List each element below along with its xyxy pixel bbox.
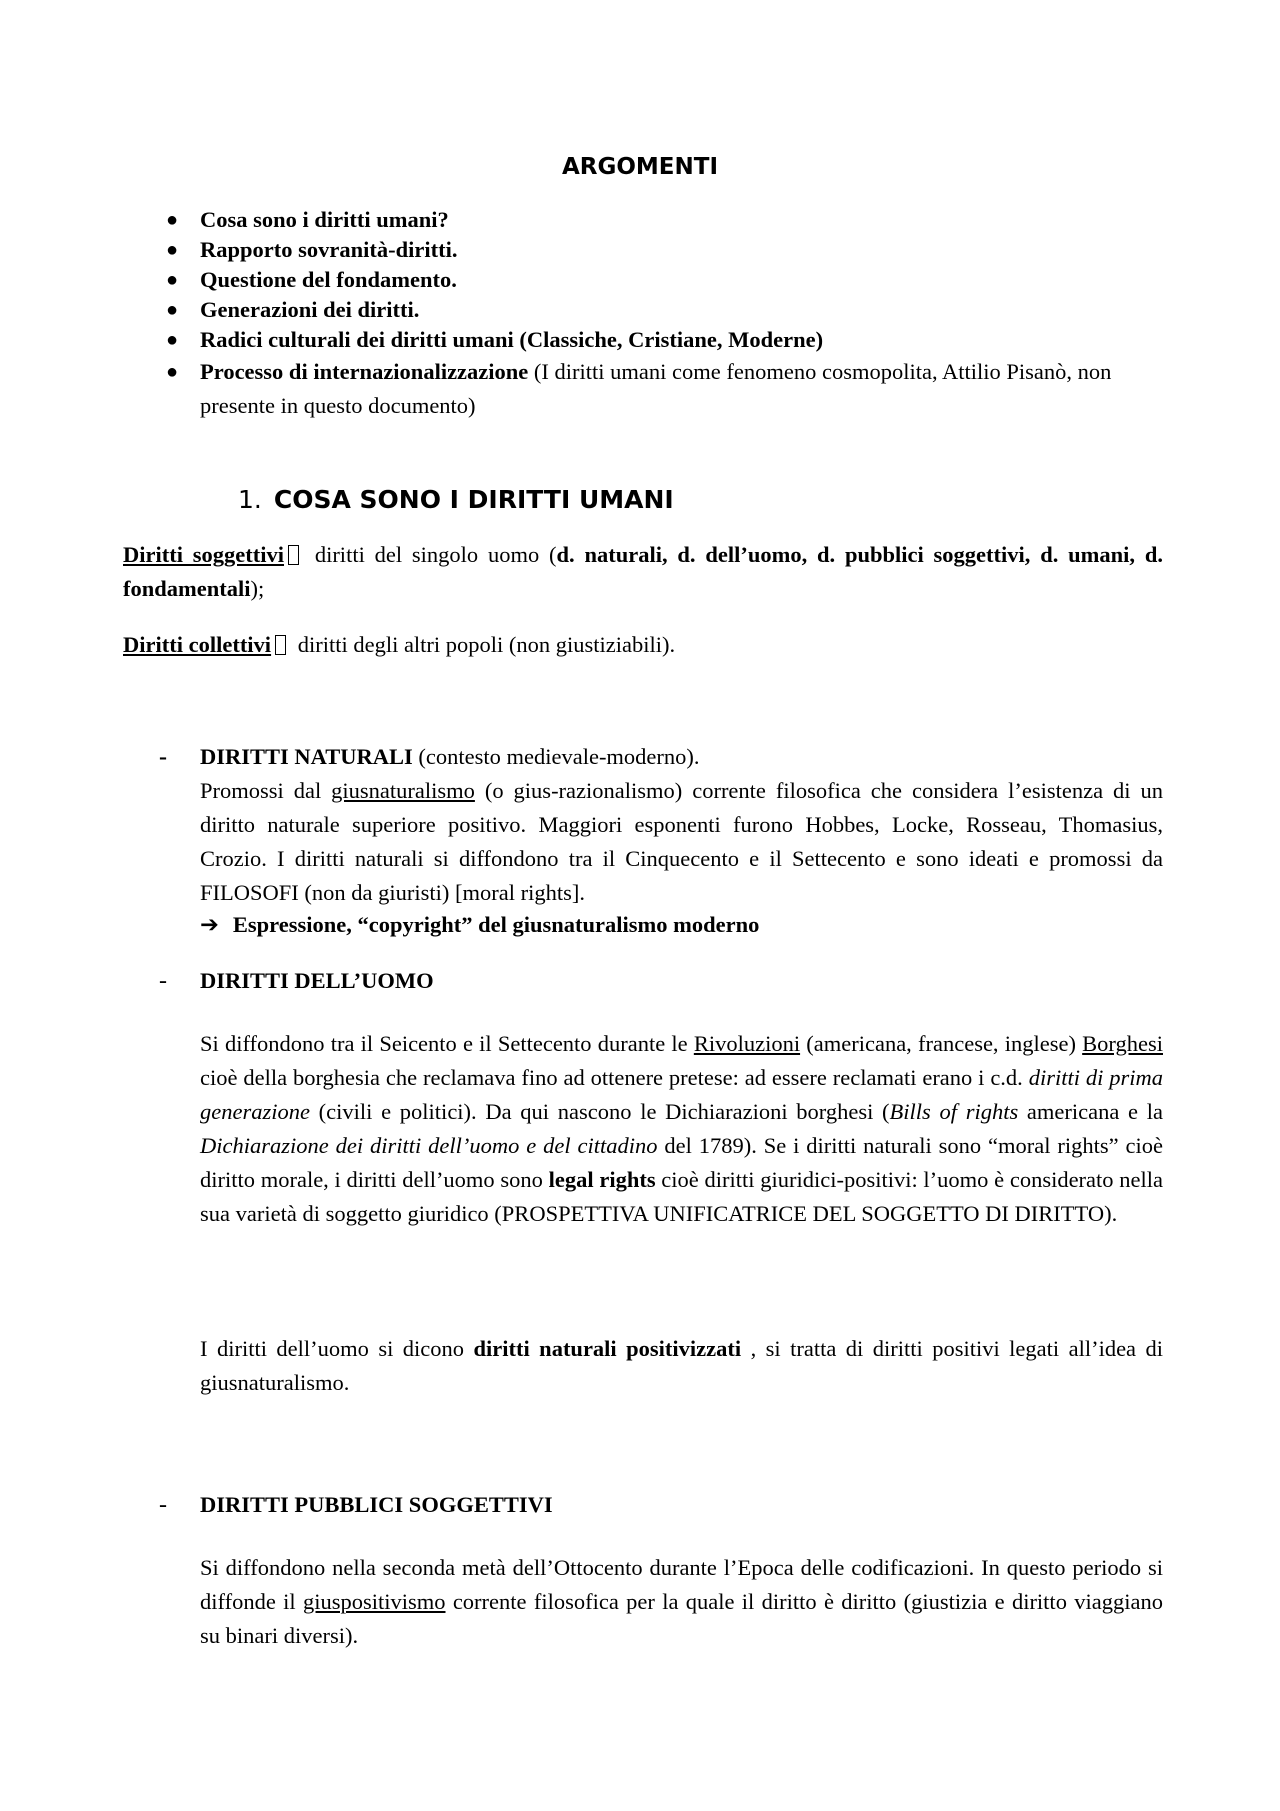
arrow-right-icon: ➔: [200, 912, 219, 938]
arrow-placeholder-icon: [275, 635, 286, 655]
topics-list: [160, 205, 1160, 423]
paragraph-diritti-soggettivi: Diritti soggettivi diritti del singolo uomo (d. naturali, d. dell’uomo, d. pubblici soggettivi, d. umani, d. fondamentali);: [123, 542, 1163, 601]
list-item: ● Rapporto sovranità-diritti.: [160, 235, 1160, 265]
bullet-icon: ●: [165, 239, 179, 261]
paragraph: Promossi dal giusnaturalismo (o gius-razionalismo) corrente filosofica che considera l’esistenza di un diritto naturale superiore positivo. Maggiori esponenti furono Hobbes, Locke, Rosseau, Thomasius, Crozio. I diritti naturali si diffondono tra il Cinquecento e il Settecento e sono ideati e promossi da FILOSOFI (non da giuristi) [moral rights].: [200, 778, 1163, 905]
subheading-diritti-uomo: DIRITTI DELL’UOMO: [200, 968, 434, 993]
list-item: ● Cosa sono i diritti umani?: [160, 205, 1160, 235]
paragraph-diritti-collettivi: Diritti collettivi diritti degli altri popoli (non giustiziabili).: [123, 632, 676, 657]
bullet-icon: ●: [165, 299, 179, 321]
bullet-icon: ●: [165, 329, 179, 351]
bullet-icon: ●: [165, 269, 179, 291]
list-item: ● Generazioni dei diritti.: [160, 295, 1160, 325]
subheading: DIRITTI NATURALI (contesto medievale-moderno).: [200, 744, 700, 769]
document-title: ARGOMENTI: [561, 154, 719, 180]
section-diritti-naturali: [200, 740, 1163, 940]
paragraph-diritti-pubblici: Si diffondono nella seconda metà dell’Ottocento durante l’Epoca delle codificazioni. In questo periodo si diffonde il giuspositivismo corrente filosofica per la quale il diritto è diritto (giustizia e diritto viaggiano su binari diversi).: [200, 1555, 1163, 1648]
bullet-icon: ●: [165, 361, 179, 383]
list-dash: -: [159, 744, 167, 770]
list-item: ● Radici culturali dei diritti umani (Classiche, Cristiane, Moderne): [160, 325, 1160, 355]
list-dash: -: [159, 1492, 167, 1518]
paragraph-diritti-uomo: Si diffondono tra il Seicento e il Settecento durante le Rivoluzioni (americana, francese, inglese) Borghesi cioè della borghesia che reclamava fino ad ottenere pretese: ad essere reclamati erano i c.d. diritti di prima generazione (civili e politici). Da qui nascono le Dichiarazioni borghesi (Bills of rights americana e la Dichiarazione dei diritti dell’uomo e del cittadino del 1789). Se i diritti naturali sono “moral rights” cioè diritto morale, i diritti dell’uomo sono legal rights cioè diritti giuridici-positivi: l’uomo è considerato nella sua varietà di soggetto giuridico (PROSPETTIVA UNIFICATRICE DEL SOGGETTO DI DIRITTO).: [200, 1031, 1163, 1226]
list-item: ● Questione del fondamento.: [160, 265, 1160, 295]
paragraph-diritti-positivizzati: I diritti dell’uomo si dicono diritti naturali positivizzati , si tratta di diritti positivi legati all’idea di giusnaturalismo.: [200, 1336, 1163, 1395]
list-item: ● Processo di internazionalizzazione (I diritti umani come fenomeno cosmopolita, Attilio Pisanò, non presente in questo documento): [160, 355, 1160, 423]
arrow-note: ➔ Espressione, “copyright” del giusnaturalismo moderno: [200, 912, 760, 938]
section-heading: 1. COSA SONO I DIRITTI UMANI: [238, 485, 674, 514]
bullet-icon: ●: [165, 209, 179, 231]
list-dash: -: [159, 968, 167, 994]
arrow-placeholder-icon: [288, 545, 299, 565]
subheading-diritti-pubblici: DIRITTI PUBBLICI SOGGETTIVI: [200, 1492, 553, 1517]
